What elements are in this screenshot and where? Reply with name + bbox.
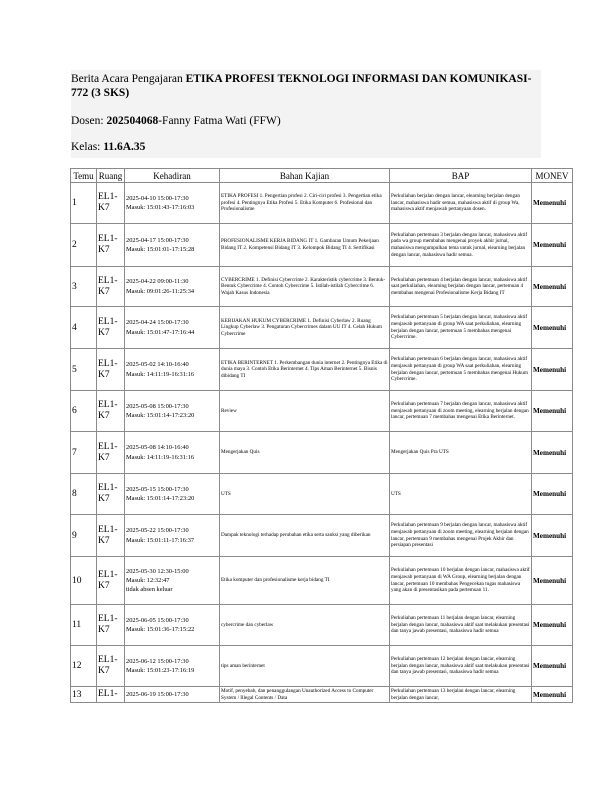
cell-kehadiran	[125, 183, 220, 224]
document-header	[71, 70, 541, 158]
table-row	[71, 557, 573, 605]
check-in-time: Masuk: 15:01:14-17:23:20	[126, 495, 195, 502]
cell-ruang: EL1-K7	[97, 391, 125, 432]
table-header-row	[71, 169, 573, 183]
check-in-time: Masuk: 15:01:14-17:23:20	[126, 412, 195, 419]
cell-temu: 9	[71, 515, 97, 557]
cell-bap: Perkuliahan pertemuan 12 berjalan dengan lancar, elearning berjalan dengan lancar, mahasiswa aktif saat melakukan presentasi dan tanya jawab presentasi, mahasiswa hadir semua	[390, 646, 532, 687]
cell-bahan-kajian: PROFESIONALISME KERJA BIDANG IT 1. Gambaran Umum Pekerjaan Bidang IT 2. Kompetensi Bidang IT 3. Kelompok Bidang TI 4. Sertifikasi	[220, 224, 390, 267]
cell-kehadiran	[125, 646, 220, 687]
table-row	[71, 183, 573, 224]
cell-temu: 7	[71, 432, 97, 474]
table-row	[71, 646, 573, 687]
table-row	[71, 515, 573, 557]
schedule-time: 2025-06-19 15:00-17:30	[126, 690, 189, 698]
class-line	[71, 140, 145, 154]
cell-bap: Mengerjakan Quis Pra UTS	[390, 432, 532, 474]
cell-bap: Perkuliahan pertemuan 5 berjalan dengan lancar, mahasiswa aktif menjawab pertanyaan di group WA saat perkuliahan, elearning berjalan dengan lancar, pertemuan 5 membahas mengenai Cybercrime.	[390, 307, 532, 349]
cell-bahan-kajian: Motif, penyebab, dan penanggulangan Unauthorized Access to Computer System / Illegal Contents / Data	[220, 687, 390, 703]
cell-monev: Memenuhi	[532, 183, 573, 224]
cell-ruang: EL1-K7	[97, 432, 125, 474]
check-in-time: Masuk: 14:11:19-16:31:16	[126, 370, 195, 378]
cell-ruang: EL1-K7	[97, 183, 125, 224]
schedule-time: 2025-06-05 15:00-17:30	[126, 616, 189, 624]
cell-bahan-kajian: cybercrime dan cyberlaw	[220, 605, 390, 646]
cell-bahan-kajian: CYBERCRIME 1. Definisi Cybercrime 2. Karakteristik cybercrime 3. Bentuk-Bentuk Cybercrime 4. Contoh Cybercrime 5. Istilah-istilah Cybercrime 6. Wajah Kasus Indonesia	[220, 267, 390, 307]
class-value: 11.6A.35	[103, 141, 146, 153]
cell-monev: Memenuhi	[532, 605, 573, 646]
class-label: Kelas:	[71, 141, 104, 153]
check-in-time: Masuk: 14:11:19-16:31:16	[126, 453, 195, 461]
cell-bap: Perkuliahan pertemuan 11 berjalan dengan lancar, elearning berjalan dengan lancar, mahasiswa aktif saat melakukan presentasi dan tanya jawab presentasi, mahasiswa hadir semua	[390, 605, 532, 646]
cell-bahan-kajian: ETIKA PROFESI 1. Pengertian profesi 2. Ciri-ciri profesi 3. Pengertian etika profesi 4. Pentingnya Etika Profesi 5. Etika Komputer 6. Profesional dan Profesionalisme	[220, 183, 390, 224]
cell-ruang: EL1-K7	[97, 307, 125, 349]
header-kehadiran: Kehadiran	[125, 169, 220, 183]
cell-monev: Memenuhi	[532, 391, 573, 432]
cell-kehadiran	[125, 557, 220, 605]
cell-ruang: EL1-K7	[97, 605, 125, 646]
table-row	[71, 687, 573, 703]
lecturer-code: 202504068	[106, 115, 159, 127]
header-bap: BAP	[390, 169, 532, 183]
cell-kehadiran	[125, 224, 220, 267]
cell-kehadiran	[125, 432, 220, 474]
cell-bahan-kajian: tips aman berinternet	[220, 646, 390, 687]
schedule-time: 2025-05-15 15:00-17:30	[126, 485, 189, 493]
schedule-time: 2025-04-17 15:00-17:30	[126, 236, 189, 244]
cell-ruang: EL1-K7	[97, 267, 125, 307]
cell-monev: Memenuhi	[532, 432, 573, 474]
cell-temu: 1	[71, 183, 97, 224]
cell-monev: Memenuhi	[532, 687, 573, 703]
document-title	[71, 72, 541, 100]
table-row	[71, 474, 573, 515]
header-ruang: Ruang	[97, 169, 125, 183]
check-in-time: Masuk: 15:01:36-17:15:22	[126, 626, 195, 633]
cell-bahan-kajian: Dampak teknologi terhadap perubahan etika serta sanksi yang diberikan	[220, 515, 390, 557]
lecturer-label: Dosen:	[71, 115, 107, 127]
schedule-time: 2025-05-30 12:30-15:00	[126, 567, 189, 575]
cell-kehadiran	[125, 515, 220, 557]
cell-temu: 10	[71, 557, 97, 605]
cell-bap: Perkuliahan pertemuan 10 berjalan dengan lancar, mahasiswa aktif menjawab pertanyaan di WA Group, elearning berjalan dengan lancar, pertemuan 10 membahas Pengecekan tugas mahasiswa yang akan di presentasikan pada pertemuan 11.	[390, 557, 532, 605]
table-row	[71, 224, 573, 267]
cell-bap: Perkuliahan pertemuan 9 berjalan dengan lancar, mahasiswa aktif menjawab pertanyaan di zoom meeting, elearning berjalan dengan lancar, pertemuan 9 membahas mengenai Projek Akhir dan persiapan presentasi	[390, 515, 532, 557]
cell-kehadiran	[125, 687, 220, 703]
check-in-time: Masuk: 12:32:47	[126, 576, 170, 584]
cell-kehadiran	[125, 267, 220, 307]
cell-kehadiran	[125, 349, 220, 391]
cell-kehadiran	[125, 307, 220, 349]
lecturer-line	[71, 114, 281, 128]
cell-bap: Perkuliahan berjalan dengan lancar, elearning berjalan dengan lancar, mahasiswa hadir semua, mahasiswa aktif di group Wa, mahasiswa aktif menjawab pertanyaan dosen.	[390, 183, 532, 224]
cell-ruang: EL1-	[97, 687, 125, 703]
cell-monev: Memenuhi	[532, 515, 573, 557]
schedule-time: 2025-06-12 15:00-17:30	[126, 657, 189, 665]
cell-bap: Perkuliahan pertemuan 3 berjalan dengan lancar, mahasiswa aktif pada wa group membahas mengenai proyek akhir jurnal, mahasiswa mengumpulkan tema untuk jurnal, elearning berjalan dengan lancar, mahasiswa hadir semua.	[390, 224, 532, 267]
cell-monev: Memenuhi	[532, 224, 573, 267]
cell-kehadiran	[125, 391, 220, 432]
table-row	[71, 605, 573, 646]
check-in-time: Masuk: 15:01:23-17:16:19	[126, 667, 195, 674]
cell-bahan-kajian: ETIKA BERINTERNET 1. Perkembangan dunia internet 2. Pentingnya Etika di dunia maya 3. Contoh Etika Berinternet 4. Tips Aman Berinternet 5. Bisnis dibidang TI	[220, 349, 390, 391]
cell-temu: 12	[71, 646, 97, 687]
cell-bap: Perkuliahan pertemuan 4 berjalan dengan lancar, mahasiswa aktif saat perkuliahan, elearning berjalan dengan lancar, pertemuan 4 membahas mengenai Profesionalisme Kerja Bidang IT	[390, 267, 532, 307]
cell-bahan-kajian: UTS	[220, 474, 390, 515]
schedule-time: 2025-05-02 14:10-16:40	[126, 361, 189, 369]
schedule-time: 2025-05-22 15:00-17:30	[126, 527, 189, 535]
cell-kehadiran	[125, 474, 220, 515]
cell-monev: Memenuhi	[532, 557, 573, 605]
check-in-time: Masuk: 15:01:01-17:15:28	[126, 246, 195, 253]
attendance-note: tidak absen keluar	[126, 586, 173, 594]
table-row	[71, 349, 573, 391]
schedule-time: 2025-05-08 14:10-16:40	[126, 444, 189, 452]
cell-bahan-kajian: Etika komputer dan profesionalisme kerja bidang TI	[220, 557, 390, 605]
cell-temu: 6	[71, 391, 97, 432]
cell-temu: 2	[71, 224, 97, 267]
cell-temu: 3	[71, 267, 97, 307]
cell-ruang: EL1-K7	[97, 515, 125, 557]
check-in-time: Masuk: 09:01:26-11:25:34	[126, 287, 195, 295]
cell-ruang: EL1-K7	[97, 224, 125, 267]
table-row	[71, 267, 573, 307]
cell-bap: Perkuliahan pertemuan 6 berjalan dengan lancar, mahasiswa aktif menjawab pertanyaan di group WA saat perkuliahan, elearning berjalan dengan lancar, pertemuan 5 membahas mengenai Hukum Cybercrime.	[390, 349, 532, 391]
cell-bahan-kajian: KEBIJAKAN HUKUM CYBERCRIME 1. Definisi Cyberlaw 2. Ruang Lingkup Cyberlaw 3. Pengaturan Cybercrimes dalam UU IT 4. Celah Hukum Cybercrime	[220, 307, 390, 349]
check-in-time: Masuk: 15:01:11-17:16:37	[126, 536, 195, 544]
table-row	[71, 432, 573, 474]
cell-monev: Memenuhi	[532, 307, 573, 349]
cell-monev: Memenuhi	[532, 349, 573, 391]
attendance-table	[70, 168, 573, 703]
table-row	[71, 307, 573, 349]
schedule-time: 2025-04-24 15:00-17:30	[126, 319, 189, 327]
cell-monev: Memenuhi	[532, 267, 573, 307]
course-name: ETIKA PROFESI TEKNOLOGI INFORMASI DAN KOMUNIKASI-772 (3 SKS)	[71, 73, 532, 99]
header-monev: MONEV	[532, 169, 573, 183]
check-in-time: Masuk: 15:01:43-17:16:03	[126, 204, 195, 211]
schedule-time: 2025-04-22 09:00-11:30	[126, 278, 189, 286]
cell-ruang: EL1-K7	[97, 557, 125, 605]
cell-ruang: EL1-K7	[97, 646, 125, 687]
cell-bap: UTS	[390, 474, 532, 515]
cell-temu: 4	[71, 307, 97, 349]
schedule-time: 2025-05-08 15:00-17:30	[126, 402, 189, 410]
cell-bap: Perkuliahan pertemuan 13 berjalan dengan lancar, elearning berjalan dengan lancar,	[390, 687, 532, 703]
cell-bahan-kajian: Mengerjakan Quis	[220, 432, 390, 474]
cell-temu: 13	[71, 687, 97, 703]
header-temu: Temu	[71, 169, 97, 183]
cell-kehadiran	[125, 605, 220, 646]
cell-ruang: EL1-K7	[97, 474, 125, 515]
cell-bahan-kajian: Review	[220, 391, 390, 432]
title-prefix: Berita Acara Pengajaran	[71, 73, 186, 85]
cell-monev: Memenuhi	[532, 474, 573, 515]
cell-bap: Perkuliahan pertemuan 7 berjalan dengan lancar, mahasiswa aktif menjawab pertanyaan di zoom meeting, elearning berjalan dengan lancar, pertemuan 7 membahas mengenai Etika Berinternet.	[390, 391, 532, 432]
table-row	[71, 391, 573, 432]
cell-temu: 8	[71, 474, 97, 515]
cell-ruang: EL1-K7	[97, 349, 125, 391]
cell-temu: 11	[71, 605, 97, 646]
header-bahan-kajian: Bahan Kajian	[220, 169, 390, 183]
schedule-time: 2025-04-10 15:00-17:30	[126, 194, 189, 202]
check-in-time: Masuk: 15:01:47-17:16:44	[126, 328, 195, 336]
cell-temu: 5	[71, 349, 97, 391]
lecturer-name: -Fanny Fatma Wati (FFW)	[158, 115, 281, 127]
cell-monev: Memenuhi	[532, 646, 573, 687]
